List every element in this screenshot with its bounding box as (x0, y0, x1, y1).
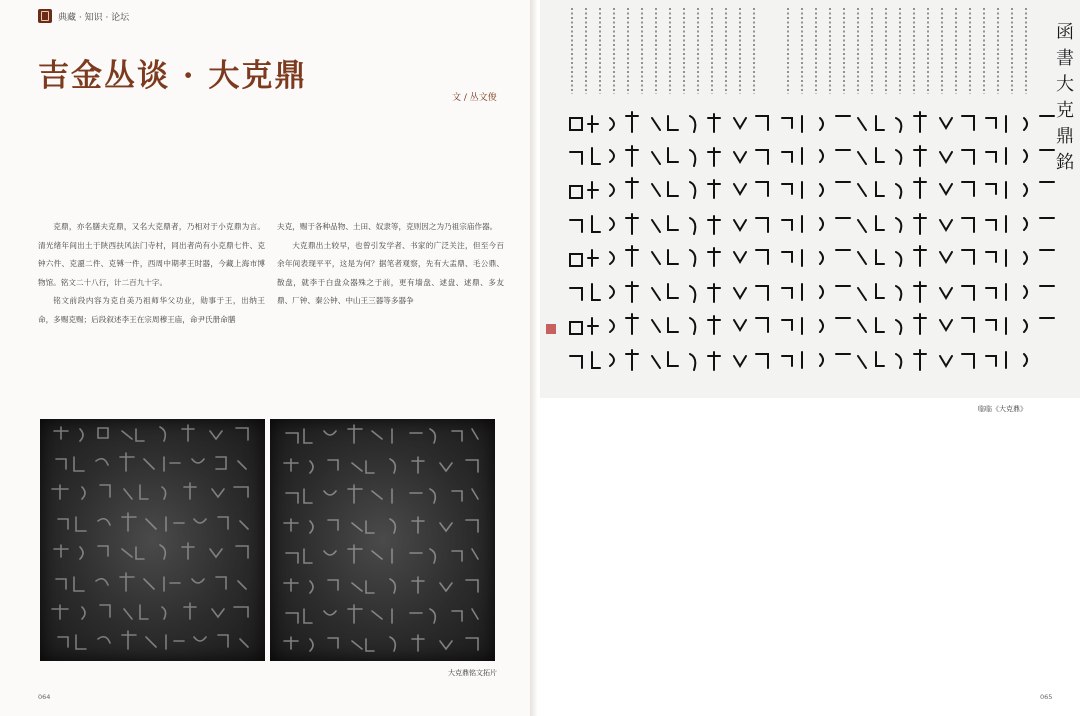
article-column-1 (38, 218, 265, 329)
seal-script-body (540, 108, 1080, 398)
page-number-right: 065 (1040, 693, 1053, 701)
title-glyph: 克 (1056, 100, 1074, 121)
page-number-left: 064 (38, 693, 51, 701)
small-script-inscription (780, 6, 1040, 98)
calligraphy-title-glyphs (1054, 20, 1076, 176)
seal-script-texture (540, 108, 1080, 398)
inscription-rubbing-image-right (270, 419, 495, 661)
calligraphy-artwork-image (540, 0, 1080, 398)
title-glyph: 書 (1056, 48, 1074, 69)
small-script-texture (564, 6, 764, 98)
paragraph: 大克鼎出土较早，也曾引发学者、书家的广泛关注，但至今百余年间表现平平，这是为何？据笔者观察，先有大盂鼎、毛公鼎、散盘，就李于白盘众器殊之于前，更有墙盘、逑盘、逑鼎、多友鼎、厂钟、秦公钟、中山王三器等多器争 (277, 240, 504, 305)
title-glyph: 函 (1056, 22, 1074, 43)
page-gutter (530, 0, 538, 716)
magazine-logo-icon (38, 9, 52, 23)
rubbing-texture (270, 419, 495, 661)
small-script-inscription (564, 6, 764, 98)
paragraph: 铭文前段内容为克自美乃祖师华父功业，勋事于王，出纳王命，多赐克赐；后段叙述李王在宗周穆王庙，命尹氏册命膳 (38, 296, 265, 324)
rubbing-texture (40, 419, 265, 661)
rubbing-caption: 大克鼎铭文拓片 (448, 669, 497, 677)
small-script-texture (780, 6, 1040, 98)
article-column-2 (277, 218, 504, 311)
article-title: 吉金丛谈 · 大克鼎 (38, 58, 308, 94)
paragraph: 夫克，赐于各种品物、土田、奴隶等，克则因之为乃祖宗庙作器。 (277, 222, 498, 231)
section-label: 典藏 · 知识 · 论坛 (58, 13, 130, 23)
paragraph: 克鼎，亦名膳夫克鼎，又名大克鼎者，乃相对于小克鼎为言。清光绪年间出土于陕西扶风法门寺村，同出者尚有小克鼎七件、克钟六件、克盨二件、克镈一件，西周中期孝王时器，今藏上海市博物馆。铭文二十八行，计二百九十字。 (38, 222, 265, 287)
calligraphy-caption: 临临《大克鼎》 (978, 405, 1027, 413)
title-glyph: 大 (1056, 74, 1074, 95)
author-byline: 文 / 丛文俊 (452, 93, 497, 103)
title-glyph: 鼎 (1056, 126, 1074, 147)
inscription-rubbing-image-left (40, 419, 265, 661)
title-glyph: 銘 (1056, 152, 1074, 173)
seal-stamp (546, 324, 556, 334)
